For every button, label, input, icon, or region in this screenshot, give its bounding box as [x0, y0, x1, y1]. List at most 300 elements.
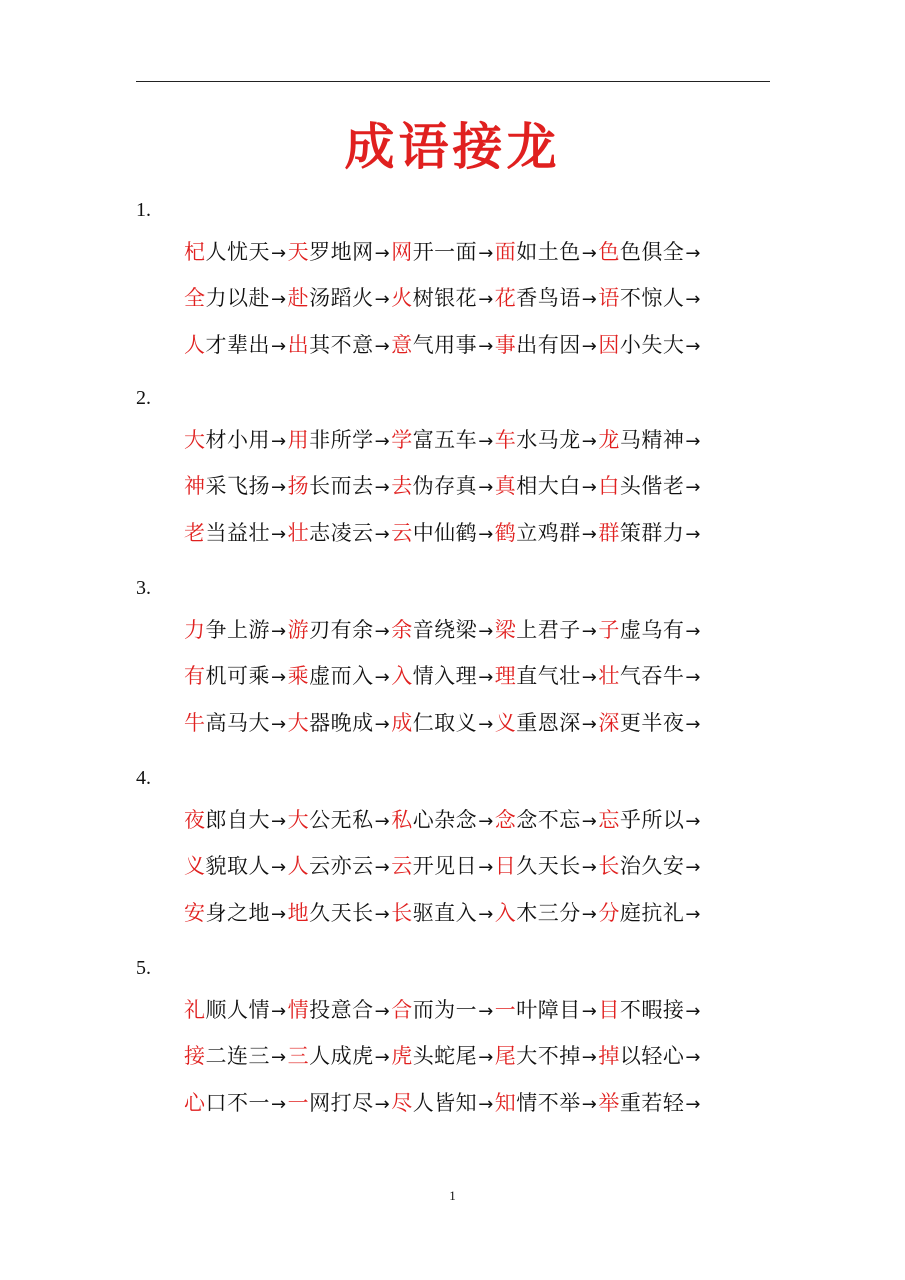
idiom-rest: 久天长: [516, 854, 581, 878]
idiom-rest: 直气壮: [516, 664, 581, 688]
arrow-icon: →: [478, 714, 494, 735]
idiom-rest: 心杂念: [412, 808, 478, 832]
idiom-first-char: 夜: [184, 808, 206, 832]
idiom-rest: 力以赴: [205, 286, 270, 310]
idiom: [391, 711, 477, 735]
idiom: [598, 240, 684, 264]
arrow-icon: →: [685, 336, 701, 357]
arrow-icon: →: [271, 1047, 287, 1068]
arrow-icon: →: [478, 477, 494, 498]
idiom-first-char: 礼: [184, 998, 206, 1022]
idiom: [495, 854, 581, 878]
header-rule: [136, 81, 770, 82]
idiom-rest: 争上游: [205, 618, 270, 642]
arrow-icon: →: [271, 714, 287, 735]
idiom-first-char: 入: [391, 664, 413, 688]
arrow-icon: →: [374, 1001, 391, 1022]
arrow-icon: →: [478, 811, 494, 832]
idiom-rest: 色俱全: [619, 240, 685, 264]
idiom-rest: 人皆知: [412, 1091, 478, 1115]
chain-line: [184, 1088, 702, 1120]
idiom: [288, 240, 374, 264]
idiom: [391, 286, 477, 310]
idiom: [598, 808, 684, 832]
arrow-icon: →: [478, 1047, 494, 1068]
idiom: [184, 901, 270, 925]
idiom-first-char: 去: [391, 474, 413, 498]
idiom: [598, 998, 684, 1022]
idiom-first-char: 私: [391, 808, 413, 832]
idiom-rest: 小失大: [619, 333, 685, 357]
idiom: [391, 333, 477, 357]
idiom-rest: 富五车: [412, 428, 478, 452]
idiom: [391, 1044, 477, 1068]
idiom-first-char: 杞: [184, 240, 206, 264]
arrow-icon: →: [685, 621, 701, 642]
chain-line: [184, 615, 702, 647]
idiom-first-char: 车: [494, 428, 517, 452]
idiom-rest: 气用事: [412, 333, 478, 357]
idiom-rest: 虚乌有: [619, 618, 685, 642]
idiom-rest: 水马龙: [516, 428, 581, 452]
arrow-icon: →: [581, 667, 598, 688]
idiom-first-char: 云: [391, 521, 413, 545]
arrow-icon: →: [685, 714, 701, 735]
idiom-first-char: 语: [598, 286, 620, 310]
idiom: [184, 1044, 270, 1068]
idiom: [184, 428, 270, 452]
idiom-first-char: 接: [184, 1044, 206, 1068]
arrow-icon: →: [271, 336, 287, 357]
idiom: [288, 854, 374, 878]
idiom-rest: 如土色: [516, 240, 581, 264]
idiom: [598, 333, 684, 357]
idiom-first-char: 虎: [391, 1044, 413, 1068]
idiom-first-char: 壮: [287, 521, 310, 545]
chain-line: [184, 518, 702, 550]
idiom: [598, 1044, 684, 1068]
idiom-rest: 刃有余: [309, 618, 374, 642]
idiom: [184, 240, 270, 264]
idiom-rest: 其不意: [309, 333, 374, 357]
arrow-icon: →: [374, 289, 391, 310]
section-number: 4.: [136, 767, 151, 789]
idiom: [598, 286, 684, 310]
idiom: [598, 901, 684, 925]
idiom-rest: 不暇接: [619, 998, 685, 1022]
idiom-rest: 头蛇尾: [412, 1044, 478, 1068]
section-1: [136, 196, 776, 376]
idiom-first-char: 日: [494, 854, 517, 878]
idiom-first-char: 长: [598, 854, 620, 878]
arrow-icon: →: [271, 289, 287, 310]
idiom: [184, 711, 270, 735]
idiom: [495, 664, 581, 688]
idiom-first-char: 赴: [287, 286, 310, 310]
idiom-rest: 口不一: [205, 1091, 270, 1115]
idiom: [598, 711, 684, 735]
idiom-rest: 开见日: [412, 854, 478, 878]
idiom-rest: 重恩深: [516, 711, 581, 735]
idiom-first-char: 梁: [494, 618, 517, 642]
arrow-icon: →: [374, 904, 391, 925]
idiom-rest: 情入理: [412, 664, 478, 688]
idiom-rest: 以轻心: [619, 1044, 685, 1068]
arrow-icon: →: [271, 857, 287, 878]
idiom: [288, 664, 374, 688]
idiom-first-char: 忘: [598, 808, 620, 832]
idiom-first-char: 尽: [391, 1091, 413, 1115]
idiom-rest: 庭抗礼: [619, 901, 685, 925]
arrow-icon: →: [374, 1094, 391, 1115]
idiom-rest: 念不忘: [516, 808, 581, 832]
chain-line: [184, 708, 702, 740]
chain-line: [184, 1041, 702, 1073]
arrow-icon: →: [374, 621, 391, 642]
idiom-first-char: 一: [287, 1091, 310, 1115]
idiom: [184, 808, 270, 832]
idiom: [184, 998, 270, 1022]
arrow-icon: →: [271, 477, 287, 498]
idiom-first-char: 安: [184, 901, 206, 925]
idiom-rest: 机可乘: [205, 664, 270, 688]
page-title: 成语接龙: [344, 117, 561, 176]
idiom-rest: 高马大: [205, 711, 270, 735]
section-number: 3.: [136, 577, 151, 599]
idiom-first-char: 大: [287, 711, 310, 735]
idiom: [391, 854, 477, 878]
arrow-icon: →: [685, 904, 701, 925]
idiom-first-char: 大: [287, 808, 310, 832]
idiom: [391, 240, 477, 264]
idiom: [598, 1091, 684, 1115]
section-5: [136, 954, 776, 1134]
arrow-icon: →: [685, 289, 701, 310]
idiom-first-char: 用: [287, 428, 310, 452]
idiom-first-char: 有: [184, 664, 206, 688]
idiom-rest: 香鸟语: [516, 286, 581, 310]
arrow-icon: →: [271, 904, 287, 925]
idiom-rest: 采飞扬: [205, 474, 270, 498]
idiom-rest: 中仙鹤: [412, 521, 478, 545]
idiom-first-char: 力: [184, 618, 206, 642]
arrow-icon: →: [478, 336, 494, 357]
idiom-rest: 网打尽: [309, 1091, 374, 1115]
arrow-icon: →: [581, 289, 598, 310]
chain-line: [184, 471, 702, 503]
idiom-rest: 公无私: [309, 808, 374, 832]
arrow-icon: →: [581, 904, 598, 925]
idiom: [184, 664, 270, 688]
section-number: 1.: [136, 199, 151, 221]
idiom-rest: 治久安: [619, 854, 685, 878]
idiom-first-char: 壮: [598, 664, 620, 688]
arrow-icon: →: [374, 431, 391, 452]
idiom-rest: 更半夜: [619, 711, 685, 735]
idiom-rest: 上君子: [516, 618, 581, 642]
idiom-first-char: 神: [184, 474, 206, 498]
idiom: [288, 286, 374, 310]
idiom: [495, 711, 581, 735]
idiom-first-char: 情: [287, 998, 310, 1022]
idiom-first-char: 义: [494, 711, 517, 735]
arrow-icon: →: [685, 1094, 701, 1115]
idiom-rest: 乎所以: [619, 808, 685, 832]
idiom: [391, 1091, 477, 1115]
idiom-rest: 情不举: [516, 1091, 581, 1115]
idiom: [598, 521, 684, 545]
idiom-rest: 而为一: [412, 998, 478, 1022]
page-number: 1: [449, 1188, 456, 1203]
idiom-first-char: 长: [391, 901, 413, 925]
idiom-rest: 开一面: [412, 240, 478, 264]
idiom-first-char: 人: [184, 333, 206, 357]
idiom: [288, 618, 374, 642]
arrow-icon: →: [581, 1001, 598, 1022]
arrow-icon: →: [374, 524, 391, 545]
idiom-first-char: 事: [494, 333, 517, 357]
arrow-icon: →: [478, 524, 494, 545]
idiom-first-char: 火: [391, 286, 413, 310]
idiom-first-char: 深: [598, 711, 620, 735]
arrow-icon: →: [478, 621, 494, 642]
idiom: [598, 618, 684, 642]
idiom-first-char: 花: [494, 286, 517, 310]
idiom-first-char: 合: [391, 998, 413, 1022]
idiom: [495, 474, 581, 498]
idiom-rest: 仁取义: [412, 711, 478, 735]
arrow-icon: →: [271, 621, 287, 642]
arrow-icon: →: [685, 524, 701, 545]
chain-line: [184, 995, 702, 1027]
idiom-first-char: 牛: [184, 711, 206, 735]
idiom: [495, 286, 581, 310]
arrow-icon: →: [374, 336, 391, 357]
idiom: [184, 1091, 270, 1115]
idiom: [391, 664, 477, 688]
idiom-rest: 气吞牛: [619, 664, 685, 688]
idiom: [495, 240, 581, 264]
idiom: [288, 808, 374, 832]
idiom-rest: 当益壮: [205, 521, 270, 545]
idiom-rest: 马精神: [619, 428, 685, 452]
arrow-icon: →: [478, 1094, 494, 1115]
arrow-icon: →: [271, 667, 287, 688]
idiom: [495, 901, 581, 925]
idiom: [495, 618, 581, 642]
idiom: [495, 1091, 581, 1115]
idiom-rest: 才辈出: [205, 333, 270, 357]
idiom-rest: 木三分: [516, 901, 581, 925]
idiom: [495, 1044, 581, 1068]
arrow-icon: →: [478, 1001, 494, 1022]
idiom-first-char: 乘: [287, 664, 310, 688]
idiom-first-char: 理: [494, 664, 517, 688]
arrow-icon: →: [478, 904, 494, 925]
idiom-rest: 久天长: [309, 901, 374, 925]
arrow-icon: →: [478, 243, 494, 264]
arrow-icon: →: [581, 857, 598, 878]
idiom: [391, 618, 477, 642]
arrow-icon: →: [685, 243, 701, 264]
idiom: [184, 474, 270, 498]
idiom: [391, 998, 477, 1022]
idiom-rest: 相大白: [516, 474, 581, 498]
idiom-first-char: 出: [287, 333, 310, 357]
idiom: [495, 521, 581, 545]
idiom-first-char: 全: [184, 286, 206, 310]
idiom-rest: 汤蹈火: [309, 286, 374, 310]
arrow-icon: →: [374, 811, 391, 832]
arrow-icon: →: [478, 431, 494, 452]
section-number: 5.: [136, 957, 151, 979]
idiom-first-char: 目: [598, 998, 620, 1022]
chain-line: [184, 851, 702, 883]
idiom-rest: 驱直入: [412, 901, 478, 925]
chain-line: [184, 805, 702, 837]
idiom-rest: 树银花: [412, 286, 478, 310]
idiom: [495, 808, 581, 832]
idiom: [288, 901, 374, 925]
arrow-icon: →: [271, 524, 287, 545]
arrow-icon: →: [374, 1047, 391, 1068]
idiom: [288, 1044, 374, 1068]
idiom-first-char: 学: [391, 428, 413, 452]
arrow-icon: →: [685, 1001, 701, 1022]
idiom-rest: 人成虎: [309, 1044, 374, 1068]
idiom-first-char: 扬: [287, 474, 310, 498]
arrow-icon: →: [478, 667, 494, 688]
idiom-rest: 音绕梁: [412, 618, 478, 642]
idiom-first-char: 一: [494, 998, 517, 1022]
arrow-icon: →: [685, 667, 701, 688]
idiom-first-char: 念: [494, 808, 517, 832]
idiom-first-char: 地: [287, 901, 310, 925]
idiom: [495, 333, 581, 357]
arrow-icon: →: [685, 857, 701, 878]
idiom: [495, 428, 581, 452]
arrow-icon: →: [581, 621, 598, 642]
idiom: [288, 521, 374, 545]
idiom-first-char: 鹤: [494, 521, 517, 545]
arrow-icon: →: [581, 477, 598, 498]
chain-line: [184, 661, 702, 693]
idiom-first-char: 网: [391, 240, 413, 264]
idiom-first-char: 掉: [598, 1044, 620, 1068]
arrow-icon: →: [581, 336, 598, 357]
idiom-first-char: 面: [494, 240, 517, 264]
idiom-rest: 叶障目: [516, 998, 581, 1022]
idiom-first-char: 老: [184, 521, 206, 545]
arrow-icon: →: [374, 667, 391, 688]
arrow-icon: →: [374, 243, 391, 264]
idiom-rest: 虚而入: [309, 664, 374, 688]
arrow-icon: →: [581, 1094, 598, 1115]
idiom: [288, 1091, 374, 1115]
idiom: [184, 333, 270, 357]
idiom-first-char: 义: [184, 854, 206, 878]
section-3: [136, 574, 776, 754]
arrow-icon: →: [271, 431, 287, 452]
chain-line: [184, 283, 702, 315]
idiom: [288, 428, 374, 452]
idiom-rest: 大不掉: [516, 1044, 581, 1068]
idiom-rest: 出有因: [516, 333, 581, 357]
arrow-icon: →: [685, 811, 701, 832]
idiom-rest: 二连三: [205, 1044, 270, 1068]
chain-line: [184, 425, 702, 457]
idiom: [288, 998, 374, 1022]
arrow-icon: →: [685, 477, 701, 498]
idiom: [391, 428, 477, 452]
idiom-first-char: 真: [494, 474, 517, 498]
idiom-first-char: 龙: [598, 428, 620, 452]
idiom-first-char: 心: [184, 1091, 206, 1115]
arrow-icon: →: [581, 243, 598, 264]
idiom-rest: 头偕老: [619, 474, 685, 498]
idiom-first-char: 分: [598, 901, 620, 925]
arrow-icon: →: [271, 1001, 287, 1022]
idiom: [391, 901, 477, 925]
chain-line: [184, 237, 702, 269]
arrow-icon: →: [581, 1047, 598, 1068]
idiom-first-char: 余: [391, 618, 413, 642]
section-number: 2.: [136, 387, 151, 409]
arrow-icon: →: [374, 857, 391, 878]
idiom-rest: 伪存真: [412, 474, 478, 498]
chain-line: [184, 898, 702, 930]
idiom-rest: 志凌云: [309, 521, 374, 545]
idiom-first-char: 意: [391, 333, 413, 357]
arrow-icon: →: [581, 811, 598, 832]
arrow-icon: →: [271, 243, 287, 264]
arrow-icon: →: [374, 714, 391, 735]
arrow-icon: →: [478, 857, 494, 878]
idiom-rest: 顺人情: [205, 998, 270, 1022]
idiom-first-char: 子: [598, 618, 620, 642]
idiom-first-char: 白: [598, 474, 620, 498]
arrow-icon: →: [271, 811, 287, 832]
idiom-rest: 器晚成: [309, 711, 374, 735]
idiom-rest: 貌取人: [205, 854, 270, 878]
idiom-first-char: 天: [287, 240, 310, 264]
arrow-icon: →: [685, 1047, 701, 1068]
idiom-rest: 重若轻: [619, 1091, 685, 1115]
section-4: [136, 764, 776, 944]
idiom: [598, 428, 684, 452]
arrow-icon: →: [581, 714, 598, 735]
arrow-icon: →: [581, 524, 598, 545]
arrow-icon: →: [581, 431, 598, 452]
arrow-icon: →: [478, 289, 494, 310]
idiom-first-char: 举: [598, 1091, 620, 1115]
idiom-rest: 非所学: [309, 428, 374, 452]
idiom-first-char: 成: [391, 711, 413, 735]
idiom: [184, 618, 270, 642]
idiom-first-char: 云: [391, 854, 413, 878]
arrow-icon: →: [374, 477, 391, 498]
idiom-rest: 人忧天: [205, 240, 270, 264]
idiom: [495, 998, 581, 1022]
idiom-first-char: 大: [184, 428, 206, 452]
idiom-rest: 投意合: [309, 998, 374, 1022]
idiom: [184, 854, 270, 878]
idiom-first-char: 游: [287, 618, 310, 642]
idiom: [184, 286, 270, 310]
idiom-rest: 策群力: [619, 521, 685, 545]
chain-line: [184, 330, 702, 362]
idiom-rest: 身之地: [205, 901, 270, 925]
